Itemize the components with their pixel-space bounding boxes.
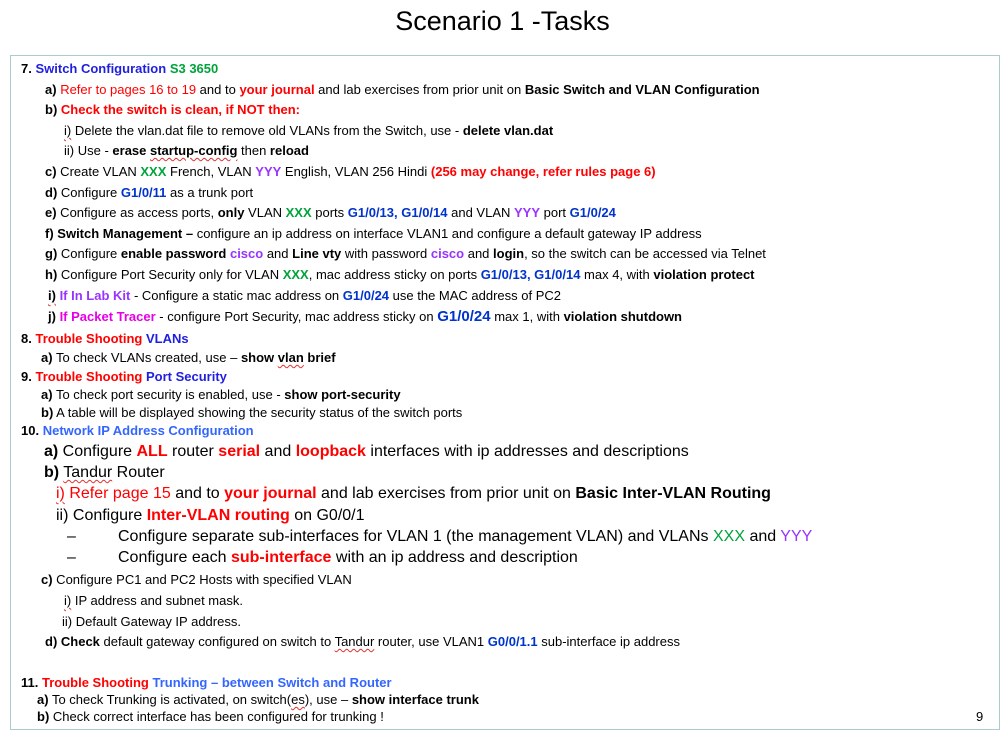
task-10d: d) Check default gateway configured on switch to Tandur router, use VLAN1 G0/0/1.1 sub-interface ip address bbox=[45, 634, 680, 649]
task-10b-i: i) Refer page 15 and to your journal and lab exercises from prior unit on Basic Inter-VLAN Routing bbox=[56, 485, 771, 502]
task-10c: c) Configure PC1 and PC2 Hosts with specified VLAN bbox=[41, 572, 352, 587]
task-10b-dash-2: – bbox=[67, 549, 76, 566]
section-8-heading: 8. Trouble Shooting VLANs bbox=[21, 331, 189, 346]
task-7j: j) If Packet Tracer - configure Port Security, mac address sticky on G1/0/24 max 1, with violation shutdown bbox=[48, 308, 682, 325]
task-10b-dash-2-text: Configure each sub-interface with an ip address and description bbox=[118, 549, 578, 566]
task-10b-dash-1: – bbox=[67, 528, 76, 545]
task-11a: a) To check Trunking is activated, on switch(es), use – show interface trunk bbox=[37, 692, 479, 707]
task-10b: b) Tandur Router bbox=[44, 464, 165, 481]
task-7e: e) Configure as access ports, only VLAN XXX ports G1/0/13, G1/0/14 and VLAN YYY port G1/0/24 bbox=[45, 205, 616, 220]
task-7a: a) Refer to pages 16 to 19 and to your journal and lab exercises from prior unit on Basic Switch and VLAN Configuration bbox=[45, 82, 760, 97]
task-10c-i: i) IP address and subnet mask. bbox=[64, 593, 243, 608]
page-title: Scenario 1 -Tasks bbox=[395, 6, 610, 36]
task-7d: d) Configure G1/0/11 as a trunk port bbox=[45, 185, 254, 200]
task-7i: i) If In Lab Kit - Configure a static mac address on G1/0/24 use the MAC address of PC2 bbox=[48, 288, 562, 303]
task-10b-dash-1-text: Configure separate sub-interfaces for VLAN 1 (the management VLAN) and VLANs XXX and YYY bbox=[118, 528, 813, 545]
task-7f: f) Switch Management – configure an ip address on interface VLAN1 and configure a default gateway IP address bbox=[45, 226, 702, 241]
task-9b: b) A table will be displayed showing the security status of the switch ports bbox=[41, 405, 463, 420]
section-10-heading: 10. Network IP Address Configuration bbox=[21, 423, 254, 438]
task-10c-ii: ii) Default Gateway IP address. bbox=[62, 614, 241, 629]
task-9a: a) To check port security is enabled, use - show port-security bbox=[41, 387, 401, 402]
task-7b-i: i) Delete the vlan.dat file to remove old VLANs from the Switch, use - delete vlan.dat bbox=[64, 123, 554, 138]
task-7h: h) Configure Port Security only for VLAN XXX, mac address sticky on ports G1/0/13, G1/0/14 max 4, with violation protect bbox=[45, 267, 755, 282]
section-7-heading: 7. Switch Configuration S3 3650 bbox=[21, 61, 219, 76]
task-10b-ii: ii) Configure Inter-VLAN routing on G0/0/1 bbox=[56, 507, 365, 524]
section-11-heading: 11. Trouble Shooting Trunking – between Switch and Router bbox=[21, 675, 392, 690]
task-8a: a) To check VLANs created, use – show vlan brief bbox=[41, 350, 336, 365]
task-7c: c) Create VLAN XXX French, VLAN YYY English, VLAN 256 Hindi (256 may change, refer rules page 6) bbox=[45, 164, 656, 179]
task-7b: b) Check the switch is clean, if NOT then: bbox=[45, 102, 301, 117]
task-7b-ii: ii) Use - erase startup-config then reload bbox=[64, 143, 309, 158]
task-10a: a) Configure ALL router serial and loopback interfaces with ip addresses and descriptions bbox=[44, 443, 689, 460]
task-11b: b) Check correct interface has been configured for trunking ! bbox=[37, 709, 384, 724]
page-number: 9 bbox=[976, 709, 984, 724]
task-7g: g) Configure enable password cisco and Line vty with password cisco and login, so the switch can be accessed via Telnet bbox=[45, 246, 766, 261]
section-9-heading: 9. Trouble Shooting Port Security bbox=[21, 369, 227, 384]
